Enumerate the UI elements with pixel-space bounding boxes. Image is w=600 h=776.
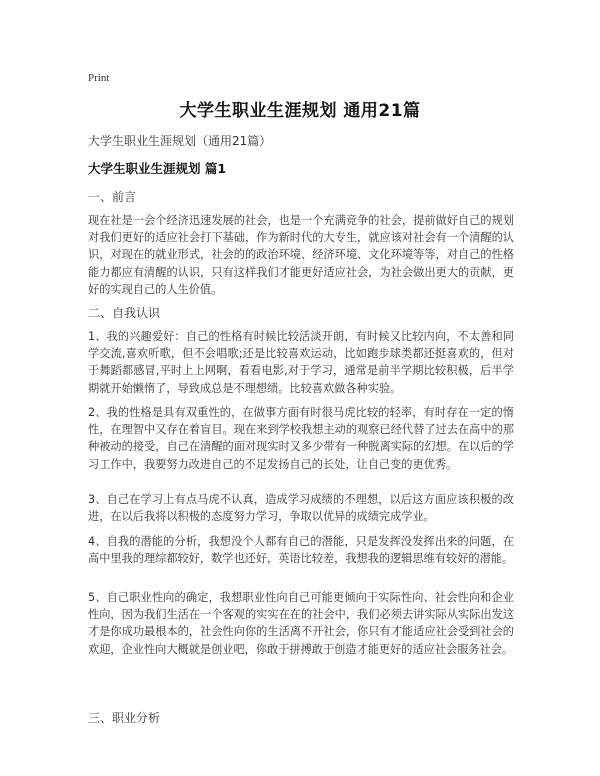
heading-preface: 一、前言 <box>88 190 137 204</box>
document-subtitle: 大学生职业生涯规划（通用21篇） <box>88 134 272 148</box>
paragraph-study: 3、自己在学习上有点马虎不认真，造成学习成绩的不理想，以后这方面应该积极的改进，在以后我将以积极的态度努力学习，争取以优异的成绩完成学业。 <box>88 493 514 524</box>
heading-self-knowledge: 二、自我认识 <box>88 306 161 320</box>
document-title: 大学生职业生涯规划 通用21篇 <box>179 101 421 121</box>
paragraph-interests: 1、我的兴趣爱好：自己的性格有时候比较活淡开朗，有时候又比较内向，不太善和同学交流,喜欢听歌，但不会唱歌;还是比较喜欢运动，比如跑步球类都还挺喜欢的，但对于舞蹈都感冒,平时上上网啊，看看电影,对于学习，通常是前半学期比较积极，后半学期就开始懒惰了，导致成总是不理想绩。比较喜欢做各种实验。 <box>88 330 514 395</box>
paragraph-intro: 现在社是一会个经济迅速发展的社会，也是一个充满竞争的社会，提前做好自己的规划对我们更好的适应社会打下基础，作为新时代的大专生，就应该对社会有一个清醒的认识，对现在的就业形式，社会的的政治环境、经济环境、文化环境等等，对自己的性格能力都应有清醒的认识，只有这样我们才能更好适应社会，为社会做出更大的贡献，更好的实现自己的人生价值。 <box>88 214 514 296</box>
print-label: Print <box>88 72 110 84</box>
paragraph-personality: 2、我的性格是具有双重性的，在做事方面有时很马虎比较的轻率，有时存在一定的惰性，在理智中又存在着盲目。现在来到学校我想主动的观察已经代替了过去在高中的那种被动的接受，自己在清醒的面对现实时又多少带有一种脱离实际的幻想。在以后的学习工作中，我要努力改进自己的不足发扬自己的长处，让自己变的更优秀。 <box>88 406 514 471</box>
section-title: 大学生职业生涯规划 篇1 <box>88 161 227 176</box>
paragraph-career-orientation: 5、自己职业性向的确定，我想职业性向自己可能更倾向于实际性向、社会性向和企业性向，因为我们生活在一个客观的实实在在的社会中，我们必须去讲实际从实际出发这才是你成功最根本的，社会性向你的生活离不开社会，你只有才能适应社会受到社会的欢迎，企业性向大概就是创业吧，你敢于拼搏敢于创造才能更好的适应社会服务社会。 <box>88 591 514 656</box>
paragraph-potential: 4、自我的潜能的分析，我想没个人都有自己的潜能，只是发挥没发挥出来的问题，在高中里我的理综都较好，数学也还好，英语比较差，我想我的逻辑思维有较好的潜能。 <box>88 535 514 566</box>
heading-career-analysis: 三、职业分析 <box>88 711 161 725</box>
